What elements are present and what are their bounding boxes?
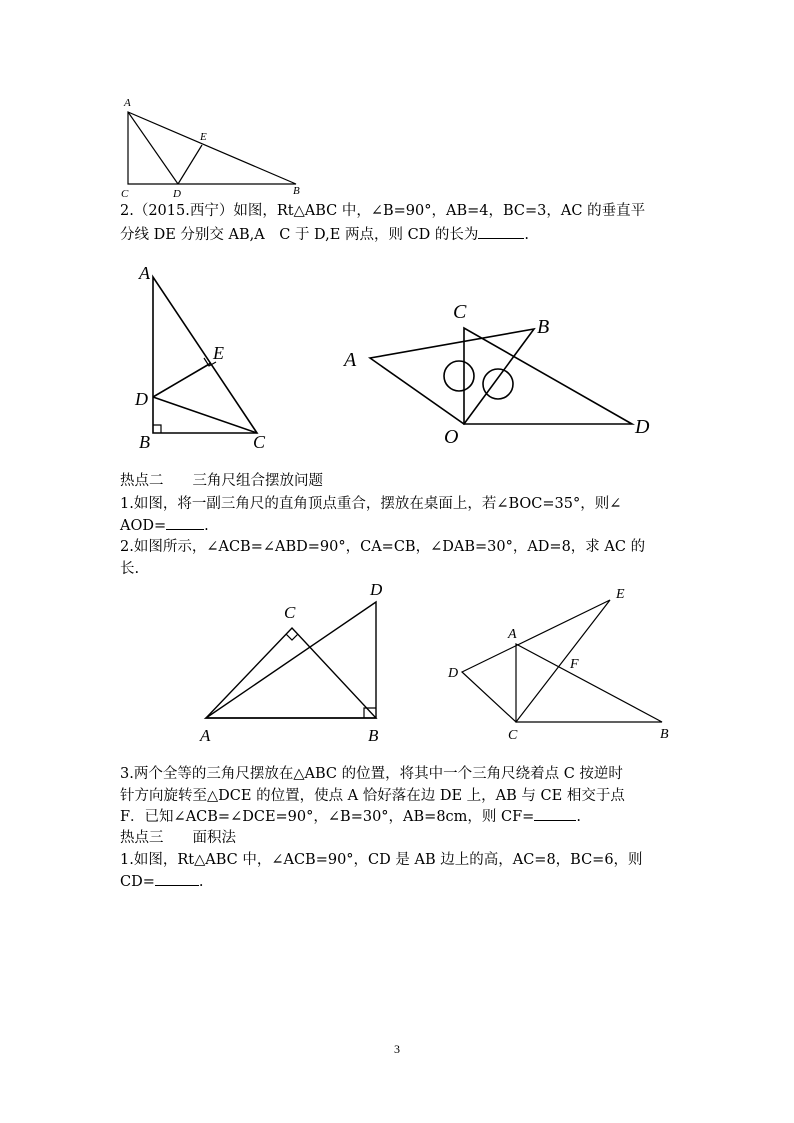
label-F: F <box>570 657 579 672</box>
answer-blank <box>155 872 199 886</box>
question-1-line-2-text: AOD= <box>120 518 167 534</box>
label-D: D <box>135 389 148 409</box>
label-A: A <box>508 627 517 642</box>
question-3-line-3-text: F．已知∠ACB=∠DCE=90°，∠B=30°，AB=8cm，则 CF= <box>120 809 535 825</box>
period: . <box>204 518 209 534</box>
label-D: D <box>173 188 181 200</box>
label-D: D <box>448 666 459 681</box>
figure-2-triangle <box>125 255 285 455</box>
label-C: C <box>453 301 467 323</box>
answer-blank <box>478 225 524 239</box>
label-A: A <box>139 263 150 283</box>
label-A: A <box>344 349 357 371</box>
label-E: E <box>213 343 224 363</box>
question-3-line-2: 针方向旋转至△DCE 的位置，使点 A 恰好落在边 DE 上，AB 与 CE 相交于点 <box>120 788 625 804</box>
figure-4-triangles <box>190 575 400 750</box>
period: . <box>576 809 581 825</box>
question-1-line-2 <box>120 516 209 536</box>
answer-blank <box>534 807 576 821</box>
section-heading-hotspot-3: 热点三 面积法 <box>120 830 236 846</box>
page-number: 3 <box>394 1042 400 1056</box>
area-question-1-line-2-text: CD= <box>120 874 155 890</box>
label-O: O <box>444 426 459 448</box>
label-B: B <box>660 727 669 742</box>
label-B: B <box>293 185 300 197</box>
problem-2-line-2-text: 分线 DE 分别交 AB,A C 于 D,E 两点，则 CD 的长为 <box>120 227 479 243</box>
label-C: C <box>121 188 129 200</box>
label-C: C <box>284 603 296 622</box>
answer-blank <box>166 516 204 530</box>
label-D: D <box>370 580 383 599</box>
area-question-1-line-1: 1.如图，Rt△ABC 中，∠ACB=90°，CD 是 AB 边上的高，AC=8，BC=6，则 <box>120 852 643 868</box>
period: . <box>524 227 530 243</box>
question-1-line-1: 1.如图，将一副三角尺的直角顶点重合，摆放在桌面上，若∠BOC=35°，则∠ <box>120 496 622 512</box>
label-B: B <box>368 726 379 745</box>
problem-2-line-2 <box>120 225 529 245</box>
label-E: E <box>616 587 625 602</box>
area-question-1-line-2 <box>120 872 203 892</box>
label-C: C <box>253 432 266 452</box>
label-A: A <box>124 97 131 109</box>
question-2-line-1: 2.如图所示，∠ACB=∠ABD=90°，CA=CB，∠DAB=30°，AD=8，求 AC 的 <box>120 539 646 555</box>
figure-1-triangle <box>110 92 320 202</box>
problem-2-line-1: 2.（2015.西宁）如图，Rt△ABC 中，∠B=90°，AB=4，BC=3，AC 的垂直平 <box>120 203 646 219</box>
label-A: A <box>200 726 211 745</box>
section-heading-hotspot-2: 热点二 三角尺组合摆放问题 <box>120 473 323 489</box>
label-C: C <box>508 728 518 743</box>
label-B: B <box>537 316 550 338</box>
figure-3-set-squares <box>340 295 660 455</box>
label-D: D <box>635 416 650 438</box>
question-2-line-2: 长. <box>120 561 140 577</box>
period: . <box>198 874 204 890</box>
label-E: E <box>200 131 207 143</box>
label-B: B <box>139 432 150 452</box>
question-3-line-3 <box>120 807 581 827</box>
question-3-line-1: 3.两个全等的三角尺摆放在△ABC 的位置，将其中一个三角尺绕着点 C 按逆时 <box>120 766 623 782</box>
figure-5-rotation <box>440 580 680 750</box>
